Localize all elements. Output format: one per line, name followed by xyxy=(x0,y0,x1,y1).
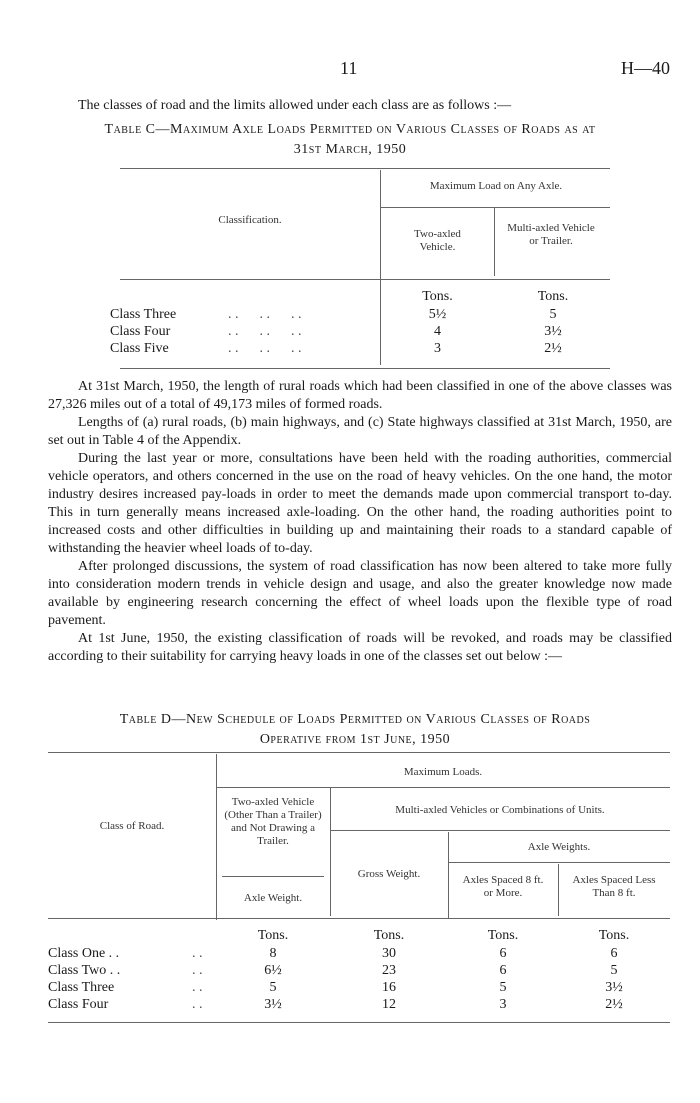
table-d-cell-axle: 5 xyxy=(269,980,277,995)
table-c-cell-two: 3 xyxy=(434,341,441,356)
paragraph: Lengths of (a) rural roads, (b) main highways, and (c) State highways classified at 31st March, 1950, are set out in Table 4 of the Appendix. xyxy=(48,415,672,448)
table-d-cell-gross: 23 xyxy=(382,963,396,978)
table-d-col-multi: Multi-axled Vehicles or Combinations of Units. xyxy=(395,804,605,816)
table-d-cell-axle: 8 xyxy=(269,946,277,961)
table-c-title-line1: Table C—Maximum Axle Loads Permitted on Various Classes of Roads as at xyxy=(104,122,596,137)
table-c-col-classification: Classification. xyxy=(218,214,282,226)
table-d-unit: Tons. xyxy=(487,928,519,943)
table-d-col-max-loads: Maximum Loads. xyxy=(403,766,483,778)
intro-text: The classes of road and the limits allowed under each class are as follows :— xyxy=(78,98,512,113)
page-number: 11 xyxy=(340,58,358,78)
paragraph: At 1st June, 1950, the existing classification of roads will be revoked, and roads may be classified according to their suitability for carrying heavy loads in one of the classes set out below :— xyxy=(48,631,672,664)
table-d-cell-more: 6 xyxy=(499,963,507,978)
table-d-unit: Tons. xyxy=(257,928,289,943)
table-d-cell-less: 6 xyxy=(610,946,618,961)
table-c-cell-multi: 5 xyxy=(549,307,557,322)
paragraph: At 31st March, 1950, the length of rural roads which had been classified in one of the above classes was 27,326 miles out of a total of 49,173 miles of formed roads. xyxy=(48,379,672,412)
table-c-row-label: Class Three xyxy=(110,307,177,322)
table-c-row-leader: . . . . . . xyxy=(228,307,302,322)
table-d-cell-gross: 30 xyxy=(382,946,396,961)
table-c-cell-two: 5½ xyxy=(428,307,447,322)
table-d-row-leader: . . xyxy=(192,963,203,978)
table-c-row-label: Class Five xyxy=(110,341,169,356)
table-d-col-axle-weights: Axle Weights. xyxy=(527,841,591,853)
table-d-unit: Tons. xyxy=(598,928,630,943)
paragraph: After prolonged discussions, the system of road classification has now been altered to take more fully into consideration modern trends in vehicle design and usage, and also the greater knowledge now made available by engineering research concerning the effect of wheel loads upon the flexible type of road pavement. xyxy=(48,559,672,628)
table-d-row-label: Class One . . xyxy=(48,946,120,961)
table-d-col-two-axled: Two-axled Vehicle (Other Than a Trailer) and Not Drawing a Trailer. xyxy=(224,796,322,847)
table-d-col-spaced-less: Axles Spaced Less Than 8 ft. xyxy=(572,874,656,899)
table-c-row-leader: . . . . . . xyxy=(228,341,302,356)
table-d-col-axle-weight: Axle Weight. xyxy=(243,892,303,904)
table-d-col-gross-weight: Gross Weight. xyxy=(357,868,421,880)
table-d-row-label: Class Four xyxy=(48,997,109,1012)
table-d-unit: Tons. xyxy=(373,928,405,943)
table-d-cell-more: 5 xyxy=(499,980,507,995)
table-c-row-label: Class Four xyxy=(110,324,171,339)
table-d-row-label: Class Three xyxy=(48,980,115,995)
table-d-cell-gross: 16 xyxy=(382,980,396,995)
table-c-unit-multi: Tons. xyxy=(537,289,569,304)
table-d-cell-less: 2½ xyxy=(605,997,623,1012)
table-d-cell-less: 3½ xyxy=(605,980,623,995)
table-d-row-leader: . . xyxy=(192,980,203,995)
document-reference: H—40 xyxy=(621,58,670,78)
table-c-col-two-axled: Two-axled Vehicle. xyxy=(414,228,461,253)
table-c-title-line2: 31st March, 1950 xyxy=(293,142,407,157)
table-c-unit-two: Tons. xyxy=(422,289,453,304)
table-d-row-label: Class Two . . xyxy=(48,963,121,978)
table-d-row-leader: . . xyxy=(192,997,203,1012)
table-d-cell-more: 3 xyxy=(499,997,507,1012)
table-d-col-class-of-road: Class of Road. xyxy=(99,820,165,832)
paragraph: During the last year or more, consultations have been held with the roading authorities, commercial vehicle operators, and others concerned in the use on the road of heavy vehicles. On the one hand, the motor industry desires increased pay-loads in order to meet the demands made upon commercial transport to-day. This in turn generally means increased axle-loading. On the other hand, the roading authorities point to increased costs and other difficulties in building up and maintaining their roads to a standard capable of withstanding the heavier wheel loads of to-day. xyxy=(48,451,672,556)
table-c-col-max-load: Maximum Load on Any Axle. xyxy=(429,180,563,192)
table-d-title-line1: Table D—New Schedule of Loads Permitted on Various Classes of Roads xyxy=(119,712,591,727)
table-d-title-line2: Operative from 1st June, 1950 xyxy=(259,732,451,747)
table-c-col-multi-axled: Multi-axled Vehicle or Trailer. xyxy=(507,222,595,247)
table-d-cell-axle: 6½ xyxy=(264,963,282,978)
table-c-cell-two: 4 xyxy=(434,324,441,339)
table-c-cell-multi: 3½ xyxy=(544,324,562,339)
table-d-col-spaced-more: Axles Spaced 8 ft. or More. xyxy=(462,874,544,899)
table-d-cell-gross: 12 xyxy=(382,997,396,1012)
table-d-row-leader: . . xyxy=(192,946,203,961)
body-text xyxy=(48,378,672,666)
table-c-row-leader: . . . . . . xyxy=(228,324,302,339)
table-d-cell-more: 6 xyxy=(499,946,507,961)
table-d-cell-axle: 3½ xyxy=(264,997,282,1012)
table-d-cell-less: 5 xyxy=(610,963,618,978)
table-c-cell-multi: 2½ xyxy=(544,341,562,356)
